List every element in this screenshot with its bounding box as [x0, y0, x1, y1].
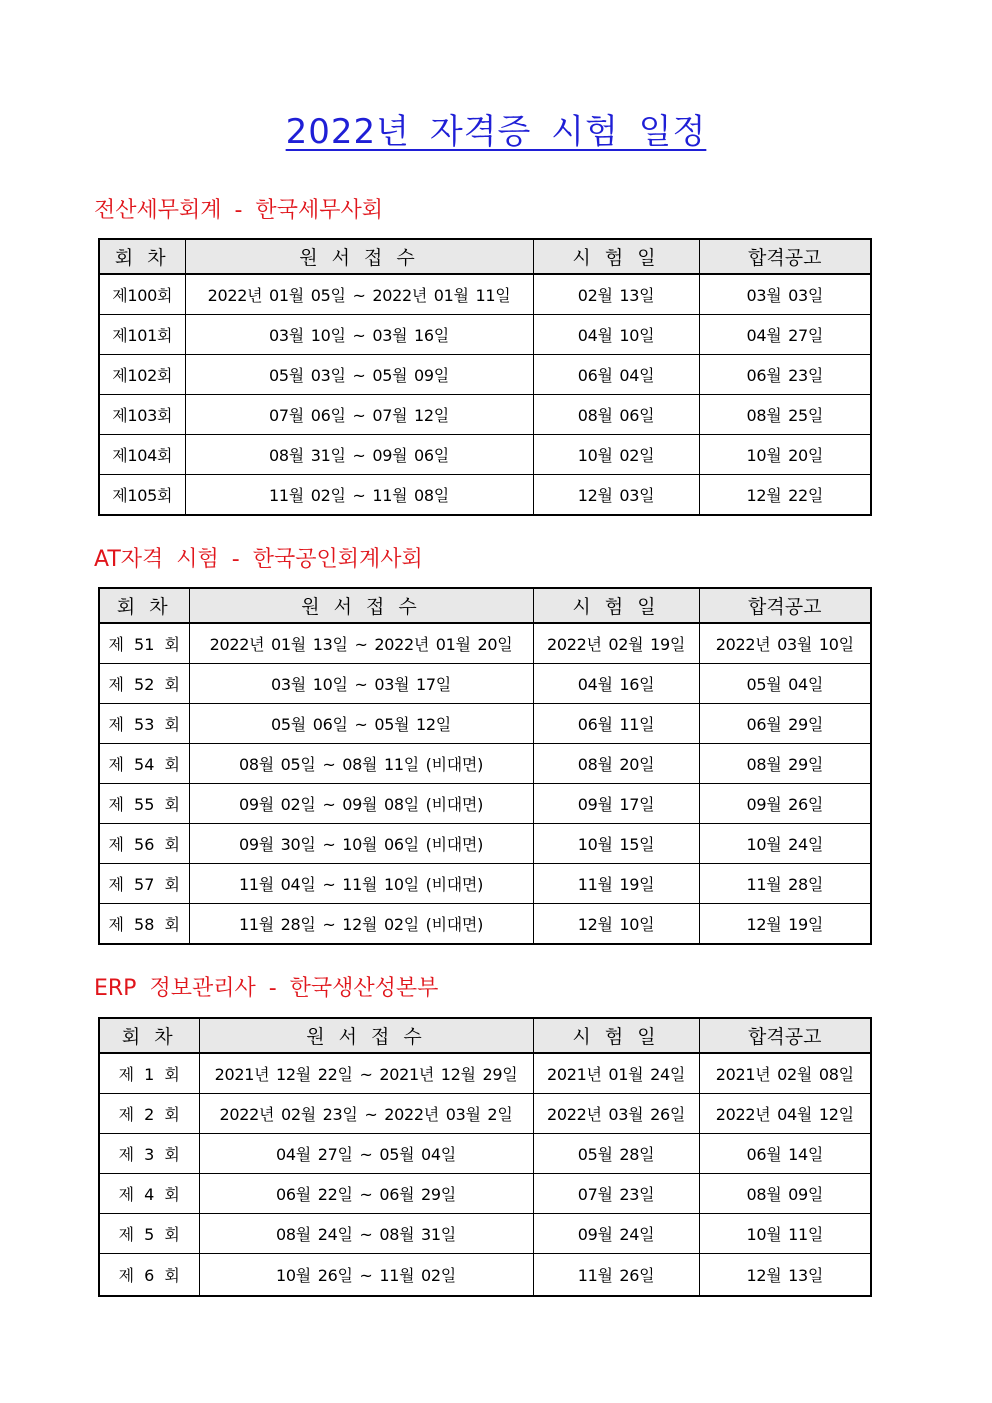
- round-cell: 제 58 회: [99, 904, 189, 945]
- header-result: 합격공고: [699, 588, 871, 623]
- exam-date-cell: 12월 10일: [533, 904, 699, 945]
- round-cell: 제103회: [99, 395, 185, 435]
- table-row: [99, 1053, 871, 1094]
- result-cell: 12월 19일: [699, 904, 871, 945]
- application-cell: 05월 03일 ~ 05월 09일: [185, 355, 533, 395]
- application-cell: 09월 30일 ~ 10월 06일 (비대면): [189, 824, 533, 864]
- round-cell: 제 2 회: [99, 1094, 199, 1134]
- application-cell: 10월 26일 ~ 11월 02일: [199, 1254, 533, 1297]
- section-title-erp: ERP 정보관리사 - 한국생산성본부: [94, 976, 439, 1001]
- tax-accounting-schedule-table: [98, 238, 872, 516]
- exam-date-cell: 05월 28일: [533, 1134, 699, 1174]
- table-row: [99, 274, 871, 315]
- result-cell: 2022년 03월 10일: [699, 623, 871, 664]
- result-cell: 2022년 04월 12일: [699, 1094, 871, 1134]
- exam-date-cell: 11월 26일: [533, 1254, 699, 1297]
- result-cell: 08월 09일: [699, 1174, 871, 1214]
- round-cell: 제104회: [99, 435, 185, 475]
- table-header-row: [99, 588, 871, 623]
- table-row: [99, 904, 871, 945]
- round-cell: 제 1 회: [99, 1053, 199, 1094]
- exam-date-cell: 10월 02일: [533, 435, 699, 475]
- round-cell: 제 56 회: [99, 824, 189, 864]
- table-row: [99, 315, 871, 355]
- header-exam-date: 시 험 일: [533, 239, 699, 274]
- exam-date-cell: 06월 11일: [533, 704, 699, 744]
- round-cell: 제 4 회: [99, 1174, 199, 1214]
- table-row: [99, 864, 871, 904]
- application-cell: 03월 10일 ~ 03월 16일: [185, 315, 533, 355]
- exam-date-cell: 04월 16일: [533, 664, 699, 704]
- result-cell: 12월 22일: [699, 475, 871, 516]
- round-cell: 제 51 회: [99, 623, 189, 664]
- table-row: [99, 435, 871, 475]
- table-row: [99, 1134, 871, 1174]
- round-cell: 제 3 회: [99, 1134, 199, 1174]
- round-cell: 제 52 회: [99, 664, 189, 704]
- round-cell: 제 53 회: [99, 704, 189, 744]
- exam-date-cell: 09월 24일: [533, 1214, 699, 1254]
- round-cell: 제 6 회: [99, 1254, 199, 1297]
- header-result: 합격공고: [699, 1018, 871, 1053]
- table-header-row: [99, 239, 871, 274]
- result-cell: 08월 25일: [699, 395, 871, 435]
- application-cell: 2022년 01월 13일 ~ 2022년 01월 20일: [189, 623, 533, 664]
- exam-date-cell: 08월 06일: [533, 395, 699, 435]
- exam-date-cell: 08월 20일: [533, 744, 699, 784]
- exam-date-cell: 2021년 01월 24일: [533, 1053, 699, 1094]
- header-round: 회 차: [99, 1018, 199, 1053]
- exam-date-cell: 12월 03일: [533, 475, 699, 516]
- application-cell: 07월 06일 ~ 07월 12일: [185, 395, 533, 435]
- round-cell: 제102회: [99, 355, 185, 395]
- section-title-at-certification: AT자격 시험 - 한국공인회계사회: [94, 547, 423, 572]
- table-row: [99, 824, 871, 864]
- round-cell: 제101회: [99, 315, 185, 355]
- header-application: 원 서 접 수: [199, 1018, 533, 1053]
- header-result: 합격공고: [699, 239, 871, 274]
- table-row: [99, 623, 871, 664]
- table-row: [99, 704, 871, 744]
- exam-date-cell: 2022년 03월 26일: [533, 1094, 699, 1134]
- page-title: 2022년 자격증 시험 일정: [285, 112, 707, 152]
- header-exam-date: 시 험 일: [533, 1018, 699, 1053]
- application-cell: 08월 05일 ~ 08월 11일 (비대면): [189, 744, 533, 784]
- header-exam-date: 시 험 일: [533, 588, 699, 623]
- application-cell: 11월 28일 ~ 12월 02일 (비대면): [189, 904, 533, 945]
- application-cell: 09월 02일 ~ 09월 08일 (비대면): [189, 784, 533, 824]
- result-cell: 06월 23일: [699, 355, 871, 395]
- header-application: 원 서 접 수: [185, 239, 533, 274]
- round-cell: 제 5 회: [99, 1214, 199, 1254]
- result-cell: 05월 04일: [699, 664, 871, 704]
- table-row: [99, 744, 871, 784]
- round-cell: 제 54 회: [99, 744, 189, 784]
- application-cell: 11월 02일 ~ 11월 08일: [185, 475, 533, 516]
- exam-date-cell: 2022년 02월 19일: [533, 623, 699, 664]
- application-cell: 08월 31일 ~ 09월 06일: [185, 435, 533, 475]
- table-header-row: [99, 1018, 871, 1053]
- table-row: [99, 1214, 871, 1254]
- round-cell: 제105회: [99, 475, 185, 516]
- exam-date-cell: 11월 19일: [533, 864, 699, 904]
- application-cell: 2022년 02월 23일 ~ 2022년 03월 2일: [199, 1094, 533, 1134]
- round-cell: 제 55 회: [99, 784, 189, 824]
- result-cell: 04월 27일: [699, 315, 871, 355]
- at-certification-schedule-table: [98, 587, 872, 945]
- application-cell: 2021년 12월 22일 ~ 2021년 12월 29일: [199, 1053, 533, 1094]
- table-row: [99, 784, 871, 824]
- section-title-tax-accounting: 전산세무회계 - 한국세무사회: [94, 198, 383, 223]
- result-cell: 11월 28일: [699, 864, 871, 904]
- header-round: 회 차: [99, 588, 189, 623]
- result-cell: 10월 11일: [699, 1214, 871, 1254]
- erp-schedule-table: [98, 1017, 872, 1297]
- result-cell: 06월 29일: [699, 704, 871, 744]
- table-row: [99, 664, 871, 704]
- application-cell: 05월 06일 ~ 05월 12일: [189, 704, 533, 744]
- exam-date-cell: 02월 13일: [533, 274, 699, 315]
- result-cell: 2021년 02월 08일: [699, 1053, 871, 1094]
- result-cell: 03월 03일: [699, 274, 871, 315]
- header-application: 원 서 접 수: [189, 588, 533, 623]
- result-cell: 10월 24일: [699, 824, 871, 864]
- round-cell: 제 57 회: [99, 864, 189, 904]
- table-row: [99, 475, 871, 516]
- table-row: [99, 1254, 871, 1297]
- application-cell: 03월 10일 ~ 03월 17일: [189, 664, 533, 704]
- header-round: 회 차: [99, 239, 185, 274]
- table-row: [99, 395, 871, 435]
- application-cell: 11월 04일 ~ 11월 10일 (비대면): [189, 864, 533, 904]
- table-row: [99, 355, 871, 395]
- result-cell: 12월 13일: [699, 1254, 871, 1297]
- result-cell: 06월 14일: [699, 1134, 871, 1174]
- exam-date-cell: 06월 04일: [533, 355, 699, 395]
- application-cell: 04월 27일 ~ 05월 04일: [199, 1134, 533, 1174]
- application-cell: 2022년 01월 05일 ~ 2022년 01월 11일: [185, 274, 533, 315]
- result-cell: 10월 20일: [699, 435, 871, 475]
- result-cell: 09월 26일: [699, 784, 871, 824]
- table-row: [99, 1174, 871, 1214]
- table-row: [99, 1094, 871, 1134]
- exam-date-cell: 09월 17일: [533, 784, 699, 824]
- result-cell: 08월 29일: [699, 744, 871, 784]
- exam-date-cell: 10월 15일: [533, 824, 699, 864]
- exam-date-cell: 07월 23일: [533, 1174, 699, 1214]
- application-cell: 06월 22일 ~ 06월 29일: [199, 1174, 533, 1214]
- round-cell: 제100회: [99, 274, 185, 315]
- application-cell: 08월 24일 ~ 08월 31일: [199, 1214, 533, 1254]
- exam-date-cell: 04월 10일: [533, 315, 699, 355]
